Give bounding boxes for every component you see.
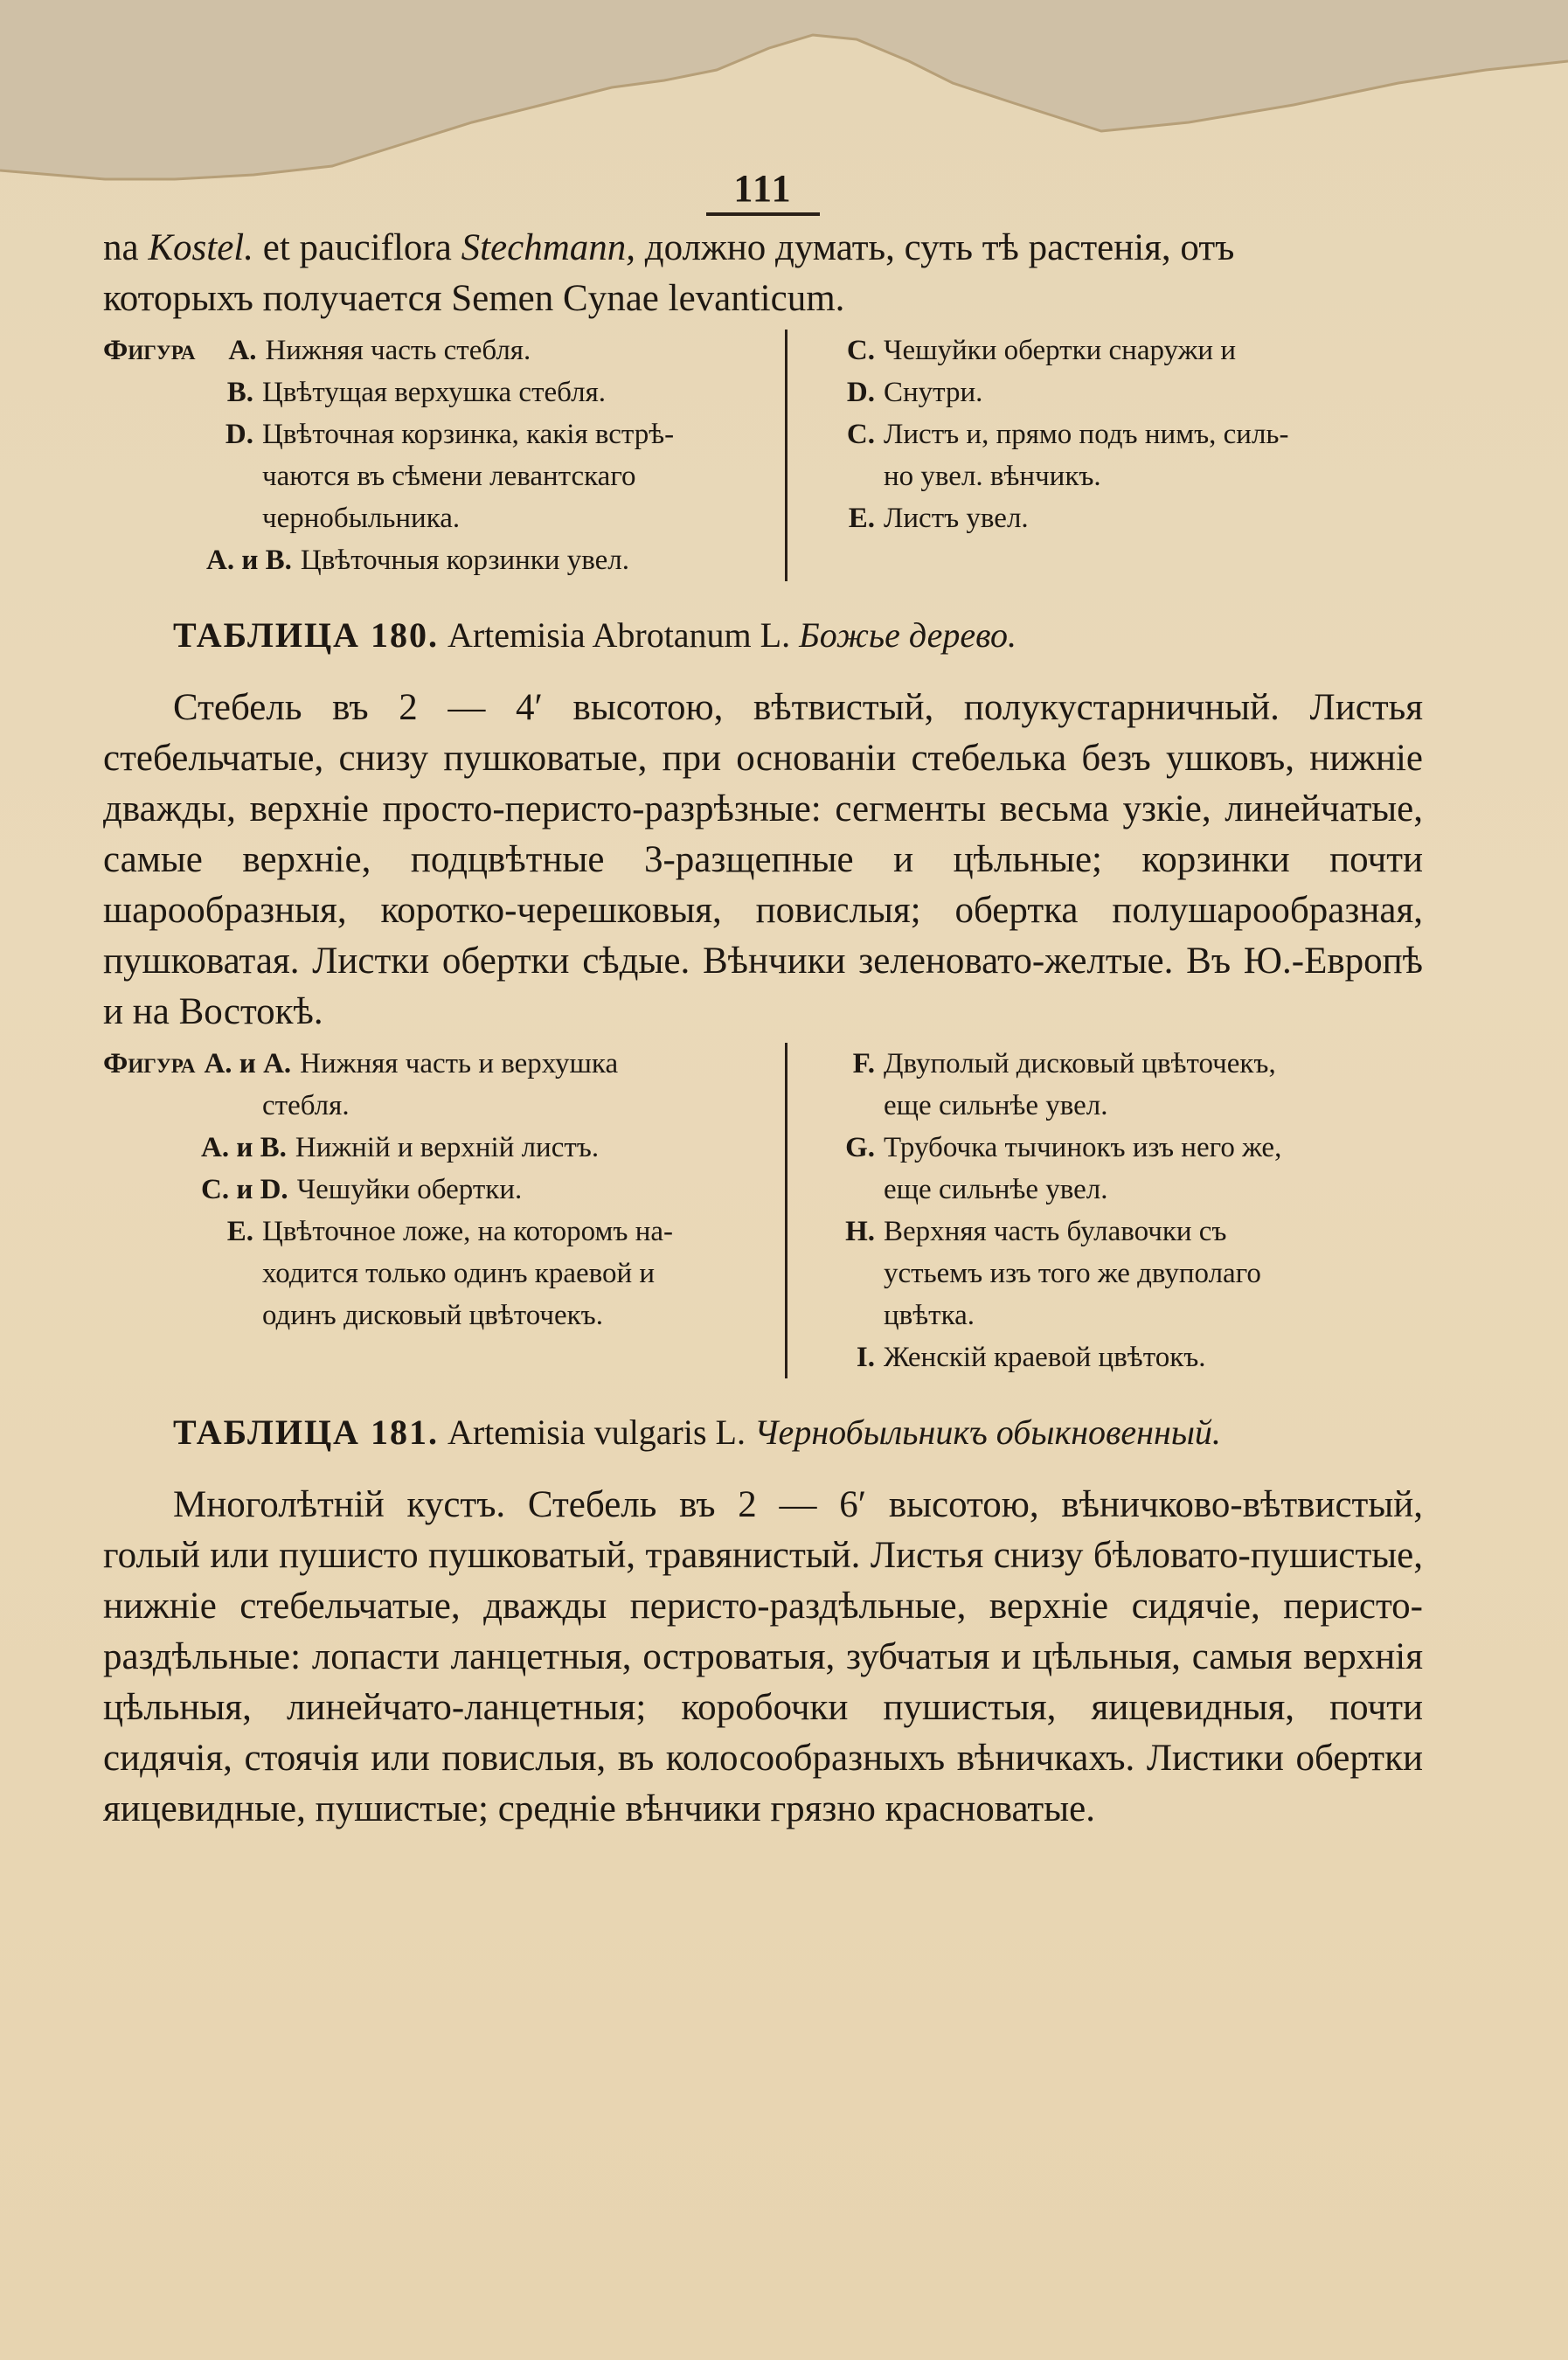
fig-text: Женскій краевой цвѣтокъ. xyxy=(884,1342,1206,1373)
page-number: 111 xyxy=(706,166,820,216)
fig-key: G. xyxy=(845,1132,875,1163)
fig-item xyxy=(822,1043,1391,1085)
fig-text: Чешуйки обертки. xyxy=(296,1174,523,1205)
fig-item xyxy=(822,1211,1391,1253)
figure-legend-2-left xyxy=(103,1043,785,1378)
page-content xyxy=(103,166,1423,1835)
fig-key: A. xyxy=(228,335,257,366)
intro-text: na xyxy=(103,227,149,268)
fig-text: стебля. xyxy=(262,1090,350,1121)
fig-key: C. xyxy=(846,335,875,366)
fig-text: Цвѣточныя корзинки увел. xyxy=(300,545,629,576)
fig-item xyxy=(822,371,1391,413)
table-181-heading xyxy=(103,1408,1423,1457)
fig-key: D. xyxy=(225,419,253,450)
figure-legend-1-left xyxy=(103,330,785,581)
fig-text: Цвѣточное ложе, на которомъ на- xyxy=(262,1216,674,1247)
fig-text: но увел. вѣнчикъ. xyxy=(884,461,1101,492)
fig-item xyxy=(103,539,767,581)
fig-key: B. xyxy=(226,377,253,408)
fig-text: Чешуйки обертки снаружи и xyxy=(884,335,1236,366)
fig-text: Листъ и, прямо подъ нимъ, силь- xyxy=(884,419,1289,450)
table-label: ТАБЛИЦА 181. xyxy=(173,1413,439,1452)
fig-key: D. xyxy=(846,377,875,408)
fig-key: A. и B. xyxy=(206,545,292,576)
fig-text: еще сильнѣе увел. xyxy=(884,1174,1108,1205)
fig-lead: Фигура xyxy=(103,1048,196,1079)
latin-name: Artemisia vulgaris L. xyxy=(447,1413,746,1452)
fig-text: устьемъ изъ того же двуполаго xyxy=(884,1258,1261,1289)
fig-item xyxy=(103,330,767,371)
fig-text: ходится только одинъ краевой и xyxy=(262,1258,656,1289)
fig-item xyxy=(822,1127,1391,1169)
fig-text: Двуполый дисковый цвѣточекъ, xyxy=(884,1048,1276,1079)
fig-text: Снутри. xyxy=(884,377,983,408)
fig-lead: Фигура xyxy=(103,335,196,366)
table-label: ТАБЛИЦА 180. xyxy=(173,615,439,655)
fig-item-cont xyxy=(103,1085,767,1127)
fig-key: H. xyxy=(845,1216,875,1247)
fig-key: A. и B. xyxy=(201,1132,287,1163)
intro-author-stechmann: Stechmann, xyxy=(461,227,635,268)
latin-name: Artemisia Abrotanum L. xyxy=(447,615,791,655)
fig-key: A. и A. xyxy=(204,1048,292,1079)
fig-item-cont xyxy=(103,1253,767,1295)
intro-text: должно думать, суть тѣ растенія, отъ xyxy=(635,227,1235,268)
fig-item-cont xyxy=(822,1085,1391,1127)
fig-key: E. xyxy=(226,1216,253,1247)
fig-text: Верхняя часть булавочки съ xyxy=(884,1216,1227,1247)
fig-text: одинъ дисковый цвѣточекъ. xyxy=(262,1300,603,1331)
intro-text: которыхъ получается Semen Cynae levanticum. xyxy=(103,278,845,319)
fig-item xyxy=(822,330,1391,371)
figure-legend-1 xyxy=(103,330,1423,581)
fig-text: Нижній и верхній листъ. xyxy=(295,1132,600,1163)
fig-text: Цвѣточная корзинка, какія встрѣ- xyxy=(262,419,675,450)
fig-item xyxy=(103,371,767,413)
fig-item xyxy=(103,1211,767,1253)
fig-item-cont xyxy=(103,455,767,497)
fig-text: Листъ увел. xyxy=(884,503,1029,534)
fig-item xyxy=(103,1043,767,1085)
fig-item-cont xyxy=(822,455,1391,497)
fig-key: I. xyxy=(856,1342,875,1373)
fig-item xyxy=(822,497,1391,539)
figure-legend-2-right xyxy=(785,1043,1391,1378)
fig-key: E. xyxy=(848,503,875,534)
fig-item xyxy=(103,413,767,455)
intro-text: et pauciflora xyxy=(253,227,461,268)
fig-item-cont xyxy=(822,1253,1391,1295)
fig-key: F. xyxy=(852,1048,875,1079)
figure-legend-2 xyxy=(103,1043,1423,1378)
russian-name: Чернобыльникъ обыкновенный. xyxy=(754,1413,1221,1452)
table-181-description: Многолѣтній кустъ. Стебель въ 2 — 6′ высотою, вѣничково-вѣтвистый, голый или пушисто пушковатый, травянистый. Листья снизу бѣловато-пушистые, нижніе стебельчатые, дважды перисто-раздѣльные, верхніе сидячіе, перисто-раздѣльные: лопасти ланцетныя, островатыя, зубчатыя и цѣльныя, самыя верхнія цѣльныя, линейчато-ланцетныя; коробочки пушистыя, яицевидныя, почти сидячія, стоячія или повислыя, въ колосообразныхъ вѣничкахъ. Листики обертки яицевидные, пушистые; средніе вѣнчики грязно красноватые. xyxy=(103,1484,1423,1829)
fig-key: C. и D. xyxy=(201,1174,288,1205)
fig-item-cont xyxy=(822,1295,1391,1336)
fig-text: Цвѣтущая верхушка стебля. xyxy=(262,377,607,408)
intro-paragraph xyxy=(103,223,1423,324)
fig-text: цвѣтка. xyxy=(884,1300,975,1331)
table-180-heading xyxy=(103,611,1423,660)
fig-text: чаются въ сѣмени левантскаго xyxy=(262,461,636,492)
fig-text: Нижняя часть стебля. xyxy=(265,335,531,366)
fig-key: C. xyxy=(846,419,875,450)
table-180-description: Стебель въ 2 — 4′ высотою, вѣтвистый, полукустарничный. Листья стебельчатые, снизу пушковатые, при основаніи стебелька безъ ушковъ, нижніе дважды, верхніе просто-перисто-разрѣзные: сегменты весьма узкіе, линейчатые, самые верхніе, подцвѣтные 3-разщепные и цѣльные; корзинки почти шарообразныя, коротко-черешковыя, повислыя; обертка полушарообразная, пушковатая. Листки обертки сѣдые. Вѣнчики зеленовато-желтые. Въ Ю.-Европѣ и на Востокѣ. xyxy=(103,687,1423,1032)
fig-item xyxy=(103,1127,767,1169)
fig-text: еще сильнѣе увел. xyxy=(884,1090,1108,1121)
intro-author-kostel: Kostel. xyxy=(148,227,253,268)
russian-name: Божье дерево. xyxy=(799,615,1016,655)
fig-item-cont xyxy=(822,1169,1391,1211)
fig-item-cont xyxy=(103,497,767,539)
fig-text: Трубочка тычинокъ изъ него же, xyxy=(884,1132,1282,1163)
figure-legend-1-right xyxy=(785,330,1391,581)
fig-text: Нижняя часть и верхушка xyxy=(300,1048,619,1079)
fig-item xyxy=(103,1169,767,1211)
fig-item-cont xyxy=(103,1295,767,1336)
fig-text: чернобыльника. xyxy=(262,503,461,534)
fig-item xyxy=(822,413,1391,455)
fig-item xyxy=(822,1336,1391,1378)
